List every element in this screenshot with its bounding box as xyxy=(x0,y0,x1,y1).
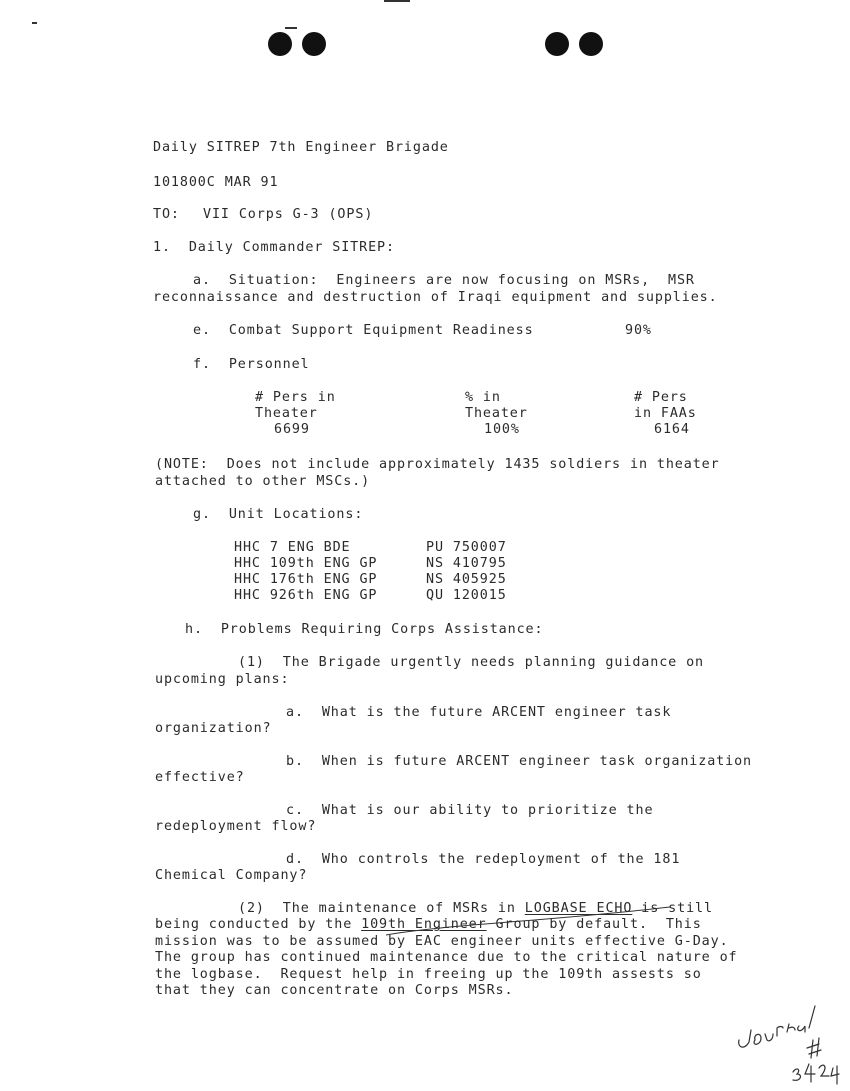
document-title: Daily SITREP 7th Engineer Brigade xyxy=(153,140,449,155)
unit-name: HHC 926th ENG GP xyxy=(234,588,378,603)
readiness-value: 90% xyxy=(625,323,652,338)
question-a-line-2: organization? xyxy=(155,721,272,736)
problem-2-text: being conducted by the xyxy=(155,917,362,932)
question-d-line-2: Chemical Company? xyxy=(155,868,308,883)
unit-grid: PU 750007 xyxy=(426,540,507,555)
punch-hole xyxy=(579,32,603,56)
problems-label: h. Problems Requiring Corps Assistance: xyxy=(185,622,544,637)
problem-2-line-4: The group has continued maintenance due to the critical nature of xyxy=(155,950,738,965)
scan-speck xyxy=(285,27,297,29)
problem-2-text: (2) The maintenance of MSRs in xyxy=(238,901,525,916)
problem-2-text: Group by default. This xyxy=(486,917,702,932)
question-d-line-1: d. Who controls the redeployment of the 181 xyxy=(286,852,681,867)
question-c-line-1: c. What is our ability to prioritize the xyxy=(286,803,654,818)
addressee-value: VII Corps G-3 (OPS) xyxy=(203,207,374,222)
scan-speck xyxy=(384,0,410,2)
personnel-label: f. Personnel xyxy=(193,357,310,372)
pen-underline-mark xyxy=(380,895,700,945)
punch-hole xyxy=(545,32,569,56)
scan-speck xyxy=(32,22,37,24)
personnel-col-header-2: % in xyxy=(465,390,501,405)
problem-2-line-3: mission was to be assumed by EAC engineer units effective G-Day. xyxy=(155,934,729,949)
unit-grid: NS 410795 xyxy=(426,556,507,571)
section-heading: 1. Daily Commander SITREP: xyxy=(153,240,395,255)
personnel-col-header-2b: Theater xyxy=(465,406,528,421)
problem-2-line-6: that they can concentrate on Corps MSRs. xyxy=(155,983,514,998)
problem-1-line-1: (1) The Brigade urgently needs planning guidance on xyxy=(238,655,705,670)
109th-engineer-underlined: 109th Engineer xyxy=(361,917,487,932)
question-b-line-2: effective? xyxy=(155,770,245,785)
personnel-col-value-3: 6164 xyxy=(654,422,690,437)
problem-1-line-2: upcoming plans: xyxy=(155,672,290,687)
personnel-note-line-2: attached to other MSCs.) xyxy=(155,474,371,489)
handwritten-journal-note xyxy=(735,1000,845,1085)
problem-2-text: is still xyxy=(632,901,713,916)
problem-2-line-5: the logbase. Request help in freeing up the 109th assests so xyxy=(155,967,702,982)
personnel-col-header-1: # Pers in xyxy=(255,390,336,405)
unit-grid: QU 120015 xyxy=(426,588,507,603)
readiness-label: e. Combat Support Equipment Readiness xyxy=(193,323,534,338)
personnel-col-value-1: 6699 xyxy=(274,422,310,437)
situation-line-1: a. Situation: Engineers are now focusing on MSRs, MSR xyxy=(193,273,695,288)
question-b-line-1: b. When is future ARCENT engineer task organization xyxy=(286,754,753,769)
personnel-col-header-3b: in FAAs xyxy=(634,406,697,421)
logbase-echo-underlined: LOGBASE ECHO xyxy=(524,901,633,916)
unit-name: HHC 7 ENG BDE xyxy=(234,540,351,555)
unit-name: HHC 109th ENG GP xyxy=(234,556,378,571)
unit-grid: NS 405925 xyxy=(426,572,507,587)
personnel-col-value-2: 100% xyxy=(484,422,520,437)
personnel-note-line-1: (NOTE: Does not include approximately 1435 soldiers in theater xyxy=(155,457,720,472)
personnel-col-header-1b: Theater xyxy=(255,406,318,421)
addressee-label: TO: xyxy=(153,207,180,222)
punch-hole xyxy=(302,32,326,56)
situation-line-2: reconnaissance and destruction of Iraqi equipment and supplies. xyxy=(153,290,718,305)
question-c-line-2: redeployment flow? xyxy=(155,819,317,834)
date-time-group: 101800C MAR 91 xyxy=(153,175,279,190)
punch-hole xyxy=(268,32,292,56)
unit-name: HHC 176th ENG GP xyxy=(234,572,378,587)
unit-locations-label: g. Unit Locations: xyxy=(193,507,364,522)
personnel-col-header-3: # Pers xyxy=(634,390,688,405)
question-a-line-1: a. What is the future ARCENT engineer task xyxy=(286,705,672,720)
